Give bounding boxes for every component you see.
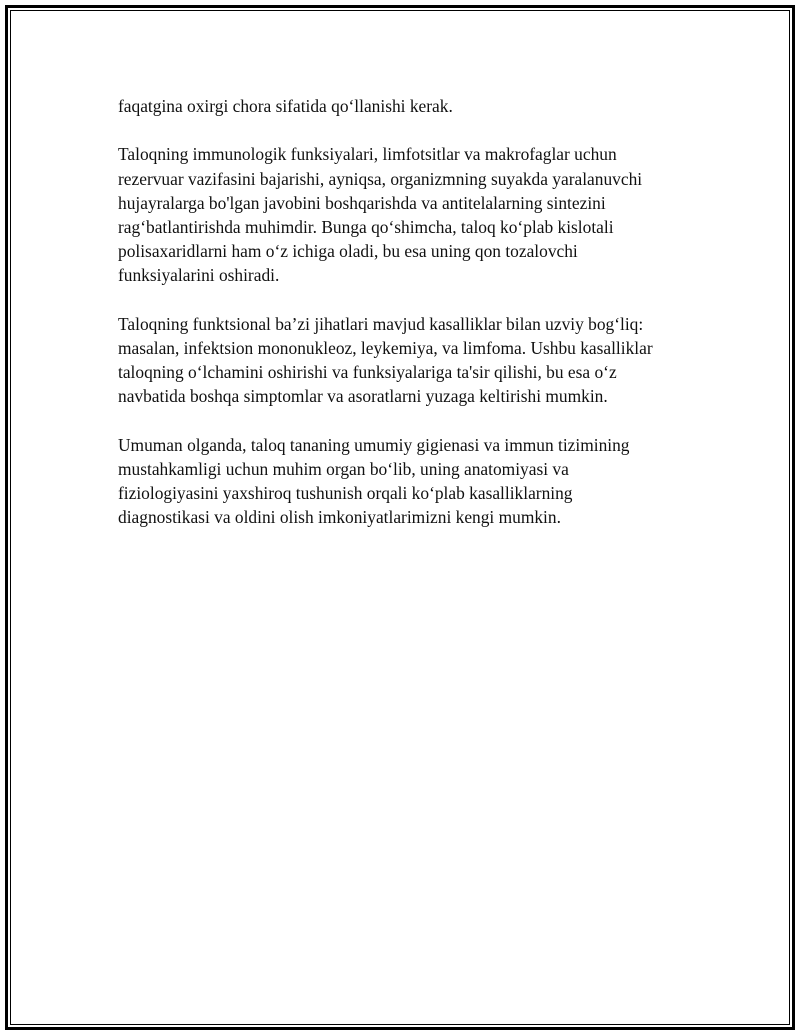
document-body [118,94,708,554]
text-line: polisaxaridlarni ham o‘z ichiga oladi, bu esa uning qon tozalovchi [118,241,578,262]
paragraph-1 [118,94,708,118]
text-line: rezervuar vazifasini bajarishi, ayniqsa, organizmning suyakda yaralanuvchi [118,168,643,189]
text-line: Taloqning immunologik funksiyalari, limfotsitlar va makrofaglar uchun [118,144,617,165]
text-line: taloqning o‘lchamini oshirishi va funksiyalariga ta'sir qilishi, bu esa o‘z [118,362,617,383]
text-line: rag‘batlantirishda muhimdir. Bunga qo‘shimcha, taloq ko‘plab kislotali [118,217,614,237]
text-line: mustahkamligi uchun muhim organ bo‘lib, uning anatomiyasi va [118,459,569,479]
text-line: navbatida boshqa simptomlar va asoratlarni yuzaga keltirishi mumkin. [118,386,608,407]
text-line: diagnostikasi va oldini olish imkoniyatlarimizni kengi mumkin. [118,507,561,528]
text-line: masalan, infektsion mononukleoz, leykemiya, va limfoma. Ushbu kasalliklar [118,338,653,358]
text-line: funksiyalarini oshiradi. [118,265,280,286]
text-line: faqatgina oxirgi chora sifatida qo‘llanishi kerak. [118,96,453,116]
paragraph-4 [118,433,708,530]
text-line: fiziologiyasini yaxshiroq tushunish orqali ko‘plab kasalliklarning [118,483,573,504]
paragraph-3 [118,312,708,409]
text-line: Umuman olganda, taloq tananing umumiy gigienasi va immun tizimining [118,434,630,455]
paragraph-2 [118,142,708,287]
text-line: hujayralarga bo'lgan javobini boshqarishda va antitelalarning sintezini [118,192,606,213]
text-line: Taloqning funktsional ba’zi jihatlari mavjud kasalliklar bilan uzviy bog‘liq: [118,313,644,334]
